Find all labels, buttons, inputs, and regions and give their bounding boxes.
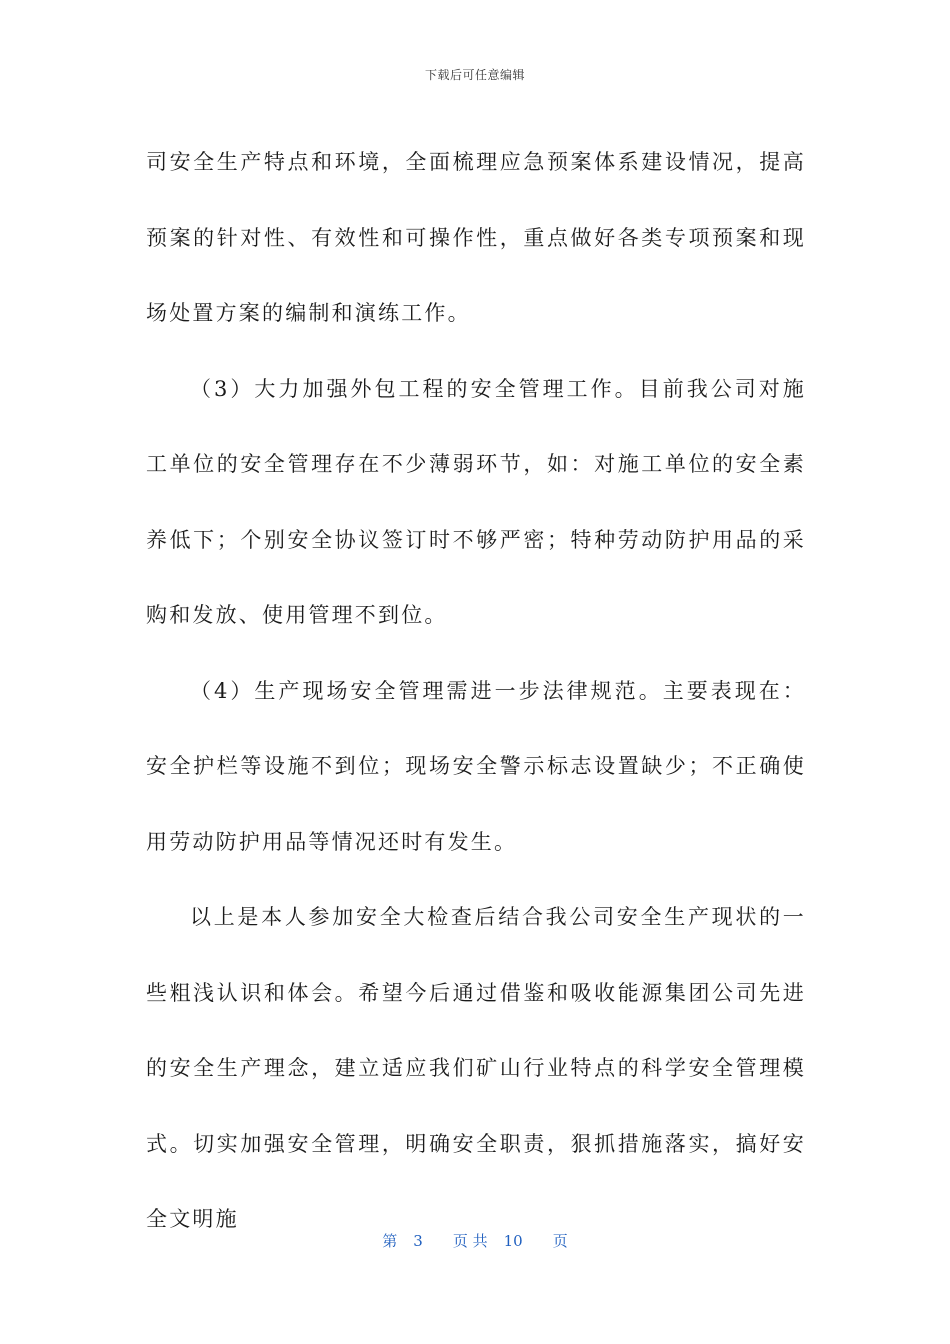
document-body — [146, 125, 806, 1258]
footer-total-pages: 10 — [503, 1232, 523, 1250]
page-footer — [0, 1230, 950, 1251]
footer-current-page: 3 — [413, 1232, 423, 1250]
footer-suffix: 页 — [552, 1232, 568, 1250]
page-header-note: 下载后可任意编辑 — [424, 68, 525, 82]
paragraph-1: 司安全生产特点和环境，全面梳理应急预案体系建设情况，提高预案的针对性、有效性和可操作性，重点做好各类专项预案和现场处置方案的编制和演练工作。 — [146, 150, 806, 325]
paragraph-4: 以上是本人参加安全大检查后结合我公司安全生产现状的一些粗浅认识和体会。希望今后通过借鉴和吸收能源集团公司先进的安全生产理念，建立适应我们矿山行业特点的科学安全管理模式。切实加强安全管理，明确安全职责，狠抓措施落实，搞好安全文明施 — [146, 905, 806, 1231]
footer-prefix: 第 — [382, 1232, 398, 1250]
paragraph-2: （3）大力加强外包工程的安全管理工作。目前我公司对施工单位的安全管理存在不少薄弱环节，如：对施工单位的安全素养低下；个别安全协议签订时不够严密；特种劳动防护用品的采购和发放、使用管理不到位。 — [146, 376, 806, 627]
paragraph-3: （4）生产现场安全管理需进一步法律规范。主要表现在：安全护栏等设施不到位；现场安全警示标志设置缺少；不正确使用劳动防护用品等情况还时有发生。 — [146, 678, 806, 854]
footer-middle: 页 共 — [452, 1232, 488, 1250]
